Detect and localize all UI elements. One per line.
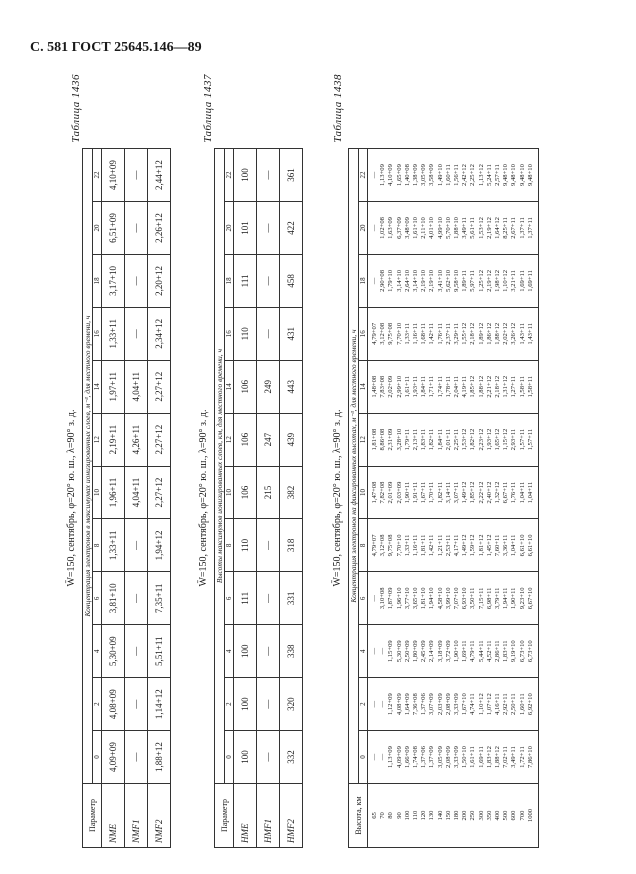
sub-caption: Концентрация электронов в максимумах ионизированных слоев, м⁻³, для местного времени, ч: [83, 149, 93, 784]
value-cell: —: [125, 307, 148, 360]
value-cell: 2,27+12: [148, 413, 171, 466]
table-row: [257, 149, 280, 848]
value-cell: 106: [234, 466, 257, 519]
hour-cell: 6: [225, 572, 234, 625]
value-cell: 1,88+12: [148, 731, 171, 784]
value-cell: 431: [280, 307, 303, 360]
value-cell: —: [257, 572, 280, 625]
value-cell: —: [257, 254, 280, 307]
hour-cell: 16: [359, 307, 368, 360]
value-cell: 1,14+12: [148, 678, 171, 731]
table-row: [280, 149, 303, 848]
value-cell: 100: [234, 731, 257, 784]
value-cell: —: [125, 254, 148, 307]
value-cell: —: [257, 202, 280, 255]
value-cell: 100: [234, 678, 257, 731]
hours-row: [225, 149, 234, 848]
height-header: Высота, км: [349, 784, 368, 848]
value-cell: 101: [234, 202, 257, 255]
value-cell: 1,96+11: [102, 466, 125, 519]
hour-cell: 4: [359, 625, 368, 678]
table-row: [234, 149, 257, 848]
value-cell: 2,26+12: [148, 202, 171, 255]
value-cell: 4,04+11: [125, 466, 148, 519]
value-cell: 7,35+11: [148, 572, 171, 625]
hour-cell: 2: [359, 678, 368, 731]
value-cell: 338: [280, 625, 303, 678]
value-cell: 247: [257, 413, 280, 466]
value-cell: 320: [280, 678, 303, 731]
table-row: [125, 149, 148, 848]
value-cell: 318: [280, 519, 303, 572]
param-header: Параметр: [215, 784, 234, 848]
value-cell: —: [257, 678, 280, 731]
values-column: 4,79+07 3,12+08 9,75+08 7,70+10 1,33+11 1,16+11 1,68+11 1,42+11 1,76+11 2,37+11 3,29+11 1,55+12 2,18+12 1,89+12 1,86+12 1,88+12 2,02+12 3,26+12 1,43+11 1,43+11: [368, 307, 539, 360]
hour-cell: 6: [93, 572, 102, 625]
table-row: [148, 149, 171, 848]
value-cell: 4,10+09: [102, 149, 125, 202]
values-column: — 1,02+08 1,63+09 6,37+09 3,48+09 1,61+10 2,11+10 4,01+10 4,99+10 5,70+10 1,88+10 3,49+11 5,61+11 1,53+12 2,19+12 1,64+12 8,25+11 2,67+11 1,37+11 1,37+11: [368, 202, 539, 255]
value-cell: —: [125, 202, 148, 255]
values-column: 1,81+08 8,86+08 2,31+09 3,28+10 1,79+11 2,13+11 1,83+11 1,82+11 1,84+11 2,01+11 2,25+11 1,53+12 1,82+12 2,23+12 1,93+12 1,65+12 1,15+12 2,93+11 1,57+11 1,57+11: [368, 413, 539, 466]
table-1436-label: Таблица 1436: [70, 74, 82, 143]
values-column: — 2,90+08 1,79+10 3,14+10 2,64+10 3,14+10 2,19+10 2,19+10 3,41+10 5,62+10 9,58+10 1,89+11 5,97+11 1,25+12 2,19+12 1,98+12 1,10+12 3,21+11 1,69+11 1,69+11: [368, 254, 539, 307]
table-1436-title: W̄=150, сентябрь, φ=20° ю. ш., λ=90° з. д.: [66, 409, 77, 587]
value-cell: 3,81+10: [102, 572, 125, 625]
hour-cell: 8: [359, 519, 368, 572]
value-cell: —: [125, 678, 148, 731]
table-1437-title: W̄=150, сентябрь, φ=20° ю. ш., λ=90° з. д.: [198, 409, 209, 587]
values-column: 1,47+08 7,82+08 2,01+09 2,03+09 1,90+11 1,91+11 1,67+11 1,70+11 1,82+11 3,14+11 3,07+11 1,49+12 1,85+12 2,22+12 2,40+12 1,32+12 6,67+11 1,76+11 1,04+11 1,04+11: [368, 466, 539, 519]
param-header: Параметр: [83, 784, 102, 848]
value-cell: —: [257, 731, 280, 784]
hour-cell: 6: [359, 572, 368, 625]
value-cell: 100: [234, 149, 257, 202]
value-cell: 2,20+12: [148, 254, 171, 307]
hours-row: [359, 149, 368, 848]
value-cell: 110: [234, 307, 257, 360]
value-cell: —: [257, 307, 280, 360]
value-cell: 5,30+09: [102, 625, 125, 678]
values-column: 4,79+07 3,12+08 9,75+08 7,70+10 1,33+11 1,16+11 1,81+11 1,42+11 1,21+11 2,53+11 4,17+11 1,49+12 1,59+12 1,81+12 1,45+12 7,60+11 3,36+11 1,04+11 6,61+10 6,61+10: [368, 519, 539, 572]
hour-cell: 12: [225, 413, 234, 466]
table-1438-title: W̄=150, сентябрь, φ=20° ю. ш., λ=90° з. д.: [332, 409, 343, 587]
value-cell: 1,33+11: [102, 307, 125, 360]
hour-cell: 8: [225, 519, 234, 572]
value-cell: —: [125, 731, 148, 784]
hour-cell: 4: [225, 625, 234, 678]
value-cell: 382: [280, 466, 303, 519]
value-cell: 458: [280, 254, 303, 307]
hour-cell: 14: [93, 360, 102, 413]
hour-cell: 4: [93, 625, 102, 678]
rotated-tables-area: [36, 68, 606, 848]
value-cell: 2,27+12: [148, 360, 171, 413]
value-cell: —: [125, 149, 148, 202]
value-cell: 443: [280, 360, 303, 413]
value-cell: 361: [280, 149, 303, 202]
sub-caption: Концентрация электронов на фиксированных высотах, м⁻³, для местного времени, ч: [349, 149, 359, 784]
value-cell: 3,17+10: [102, 254, 125, 307]
value-cell: 106: [234, 413, 257, 466]
value-cell: 1,33+11: [102, 519, 125, 572]
hour-cell: 8: [93, 519, 102, 572]
values-column: — — 1,15+09 5,30+09 2,50+09 1,80+09 2,45+09 2,14+09 3,18+09 3,72+09 1,90+10 1,69+11 4,79+11 5,44+11 4,52+11 2,86+11 1,83+11 9,19+10 6,73+10 6,73+10: [368, 625, 539, 678]
value-cell: 215: [257, 466, 280, 519]
hour-cell: 18: [359, 254, 368, 307]
hour-cell: 0: [93, 731, 102, 784]
table-row: [102, 149, 125, 848]
hour-cell: 14: [225, 360, 234, 413]
value-cell: 106: [234, 360, 257, 413]
table-body-row: [368, 149, 539, 848]
table-1438: [348, 148, 539, 848]
hour-cell: 20: [225, 202, 234, 255]
values-column: — — 1,12+09 4,08+09 1,64+09 7,36+08 1,37+06 3,07+09 2,03+09 2,08+09 3,33+09 1,67+10 4,74+11 1,10+12 1,07+12 4,16+11 2,92+11 2,50+11 1,60+11 6,92+10: [368, 678, 539, 731]
hour-cell: 2: [93, 678, 102, 731]
row-label: HMF2: [280, 784, 303, 848]
hour-cell: 12: [93, 413, 102, 466]
value-cell: 5,51+11: [148, 625, 171, 678]
table-1437: [214, 148, 303, 848]
value-cell: 332: [280, 731, 303, 784]
row-label: NME: [102, 784, 125, 848]
hour-cell: 16: [93, 307, 102, 360]
value-cell: —: [257, 519, 280, 572]
value-cell: 331: [280, 572, 303, 625]
value-cell: —: [125, 519, 148, 572]
value-cell: 2,34+12: [148, 307, 171, 360]
hour-cell: 12: [359, 413, 368, 466]
hour-cell: 18: [225, 254, 234, 307]
hour-cell: 10: [225, 466, 234, 519]
hour-cell: 22: [359, 149, 368, 202]
hour-cell: 20: [93, 202, 102, 255]
hour-cell: 22: [93, 149, 102, 202]
heights-column: 65 70 80 90 100 110 120 130 140 150 180 200 250 300 350 400 500 600 700 1000: [368, 784, 539, 848]
values-column: — — 1,13+09 4,09+09 1,66+09 1,74+08 1,37+06 1,37+09 3,05+09 2,08+09 3,33+09 1,50+10 1,61+11 1,69+11 1,83+12 1,88+12 7,02+11 3,49+11 1,72+11 7,86+10: [368, 731, 539, 784]
value-cell: 439: [280, 413, 303, 466]
hour-cell: 2: [225, 678, 234, 731]
value-cell: —: [257, 149, 280, 202]
page-header: С. 581 ГОСТ 25645.146—89: [30, 40, 202, 55]
values-column: 1,48+08 7,83+08 2,02+09 2,99+10 1,61+11 1,93+11 1,84+11 1,71+11 1,74+11 1,78+11 2,04+11 4,19+11 1,85+12 1,88+12 2,21+12 2,18+12 1,31+12 1,27+11 1,58+11 1,58+11: [368, 360, 539, 413]
value-cell: 111: [234, 254, 257, 307]
hour-cell: 10: [93, 466, 102, 519]
value-cell: —: [125, 625, 148, 678]
hour-cell: 16: [225, 307, 234, 360]
value-cell: 111: [234, 572, 257, 625]
value-cell: 2,44+12: [148, 149, 171, 202]
value-cell: 6,51+09: [102, 202, 125, 255]
values-column: — 1,13+09 4,10+09 1,65+09 1,40+08 1,38+09 3,05+09 3,58+09 1,49+10 1,60+11 1,56+11 2,42+12 2,25+12 1,13+12 5,24+11 2,57+11 9,48+10 9,48+10 9,48+10 9,48+10: [368, 149, 539, 202]
value-cell: —: [125, 572, 148, 625]
value-cell: 2,27+12: [148, 466, 171, 519]
table-1437-label: Таблица 1437: [202, 74, 214, 143]
hour-cell: 0: [359, 731, 368, 784]
table-1438-label: Таблица 1438: [332, 74, 344, 143]
row-label: NMF1: [125, 784, 148, 848]
hour-cell: 22: [225, 149, 234, 202]
value-cell: 110: [234, 519, 257, 572]
sub-caption: Высоты максимумов ионизированных слоев, км, для местного времени, ч: [215, 149, 225, 784]
values-column: — 3,10+08 1,87+09 1,96+10 3,77+10 3,65+10 1,81+10 1,94+10 4,58+10 3,99+10 7,07+10 6,93+10 3,50+11 7,15+11 6,98+11 3,79+11 1,94+11 1,90+11 9,23+10 6,67+10: [368, 572, 539, 625]
row-label: HME: [234, 784, 257, 848]
value-cell: 2,19+11: [102, 413, 125, 466]
hour-cell: 0: [225, 731, 234, 784]
value-cell: 1,94+12: [148, 519, 171, 572]
value-cell: —: [257, 625, 280, 678]
hour-cell: 10: [359, 466, 368, 519]
row-label: HMF1: [257, 784, 280, 848]
value-cell: 4,09+09: [102, 731, 125, 784]
value-cell: 4,26+11: [125, 413, 148, 466]
value-cell: 422: [280, 202, 303, 255]
hour-cell: 20: [359, 202, 368, 255]
value-cell: 100: [234, 625, 257, 678]
value-cell: 4,04+11: [125, 360, 148, 413]
row-label: NMF2: [148, 784, 171, 848]
value-cell: 249: [257, 360, 280, 413]
hour-cell: 14: [359, 360, 368, 413]
hour-cell: 18: [93, 254, 102, 307]
table-1436: [82, 148, 171, 848]
value-cell: 4,08+09: [102, 678, 125, 731]
value-cell: 1,97+11: [102, 360, 125, 413]
hours-row: [93, 149, 102, 848]
